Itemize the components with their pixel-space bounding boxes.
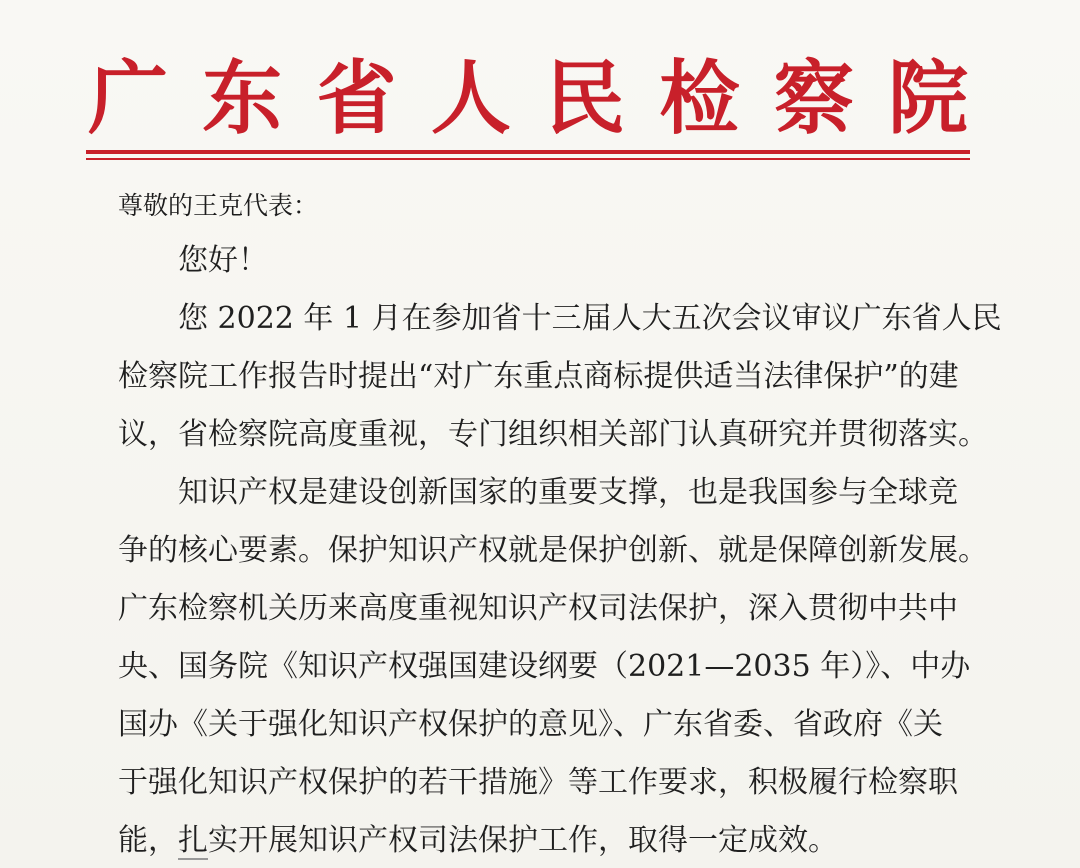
paragraph-2-line: 争的核心要素。保护知识产权就是保护创新、就是保障创新发展。 (118, 533, 988, 568)
paragraph-2-line: 广东检察机关历来高度重视知识产权司法保护，深入贯彻中共中 (118, 591, 958, 626)
paragraph-1-line: 您 2022 年 1 月在参加省十三届人大五次会议审议广东省人民 (178, 301, 1002, 336)
paragraph-2-line: 央、国务院《知识产权强国建设纲要（2021—2035 年）》、中办 (118, 649, 971, 684)
agency-masthead (88, 52, 968, 144)
masthead-char: 人 (430, 51, 511, 145)
paragraph-2-line: 能，扎实开展知识产权司法保护工作，取得一定成效。 (118, 823, 838, 858)
masthead-char: 省 (316, 51, 397, 145)
header-rule-thin (86, 158, 970, 160)
masthead-char: 广 (88, 51, 168, 145)
masthead-char: 东 (202, 51, 283, 145)
masthead-char: 检 (659, 51, 740, 145)
paragraph-2-line: 于强化知识产权保护的若干措施》等工作要求，积极履行检察职 (118, 765, 958, 800)
paragraph-2-line: 国办《关于强化知识产权保护的意见》、广东省委、省政府《关 (118, 707, 943, 742)
greeting: 您好！ (178, 243, 268, 278)
masthead-char: 民 (545, 51, 626, 145)
paragraph-1-line: 议，省检察院高度重视，专门组织相关部门认真研究并贯彻落实。 (118, 417, 988, 452)
masthead-char: 察 (773, 51, 854, 145)
salutation: 尊敬的王克代表： (118, 191, 319, 220)
letter-body (118, 232, 1002, 868)
masthead-char: 院 (887, 51, 968, 145)
paragraph-1-line: 检察院工作报告时提出“对广东重点商标提供适当法律保护”的建 (118, 359, 959, 394)
page-edge-mark (178, 858, 208, 860)
header-rule-thick (86, 150, 970, 154)
paragraph-2-line: 知识产权是建设创新国家的重要支撑，也是我国参与全球竞 (178, 475, 958, 510)
